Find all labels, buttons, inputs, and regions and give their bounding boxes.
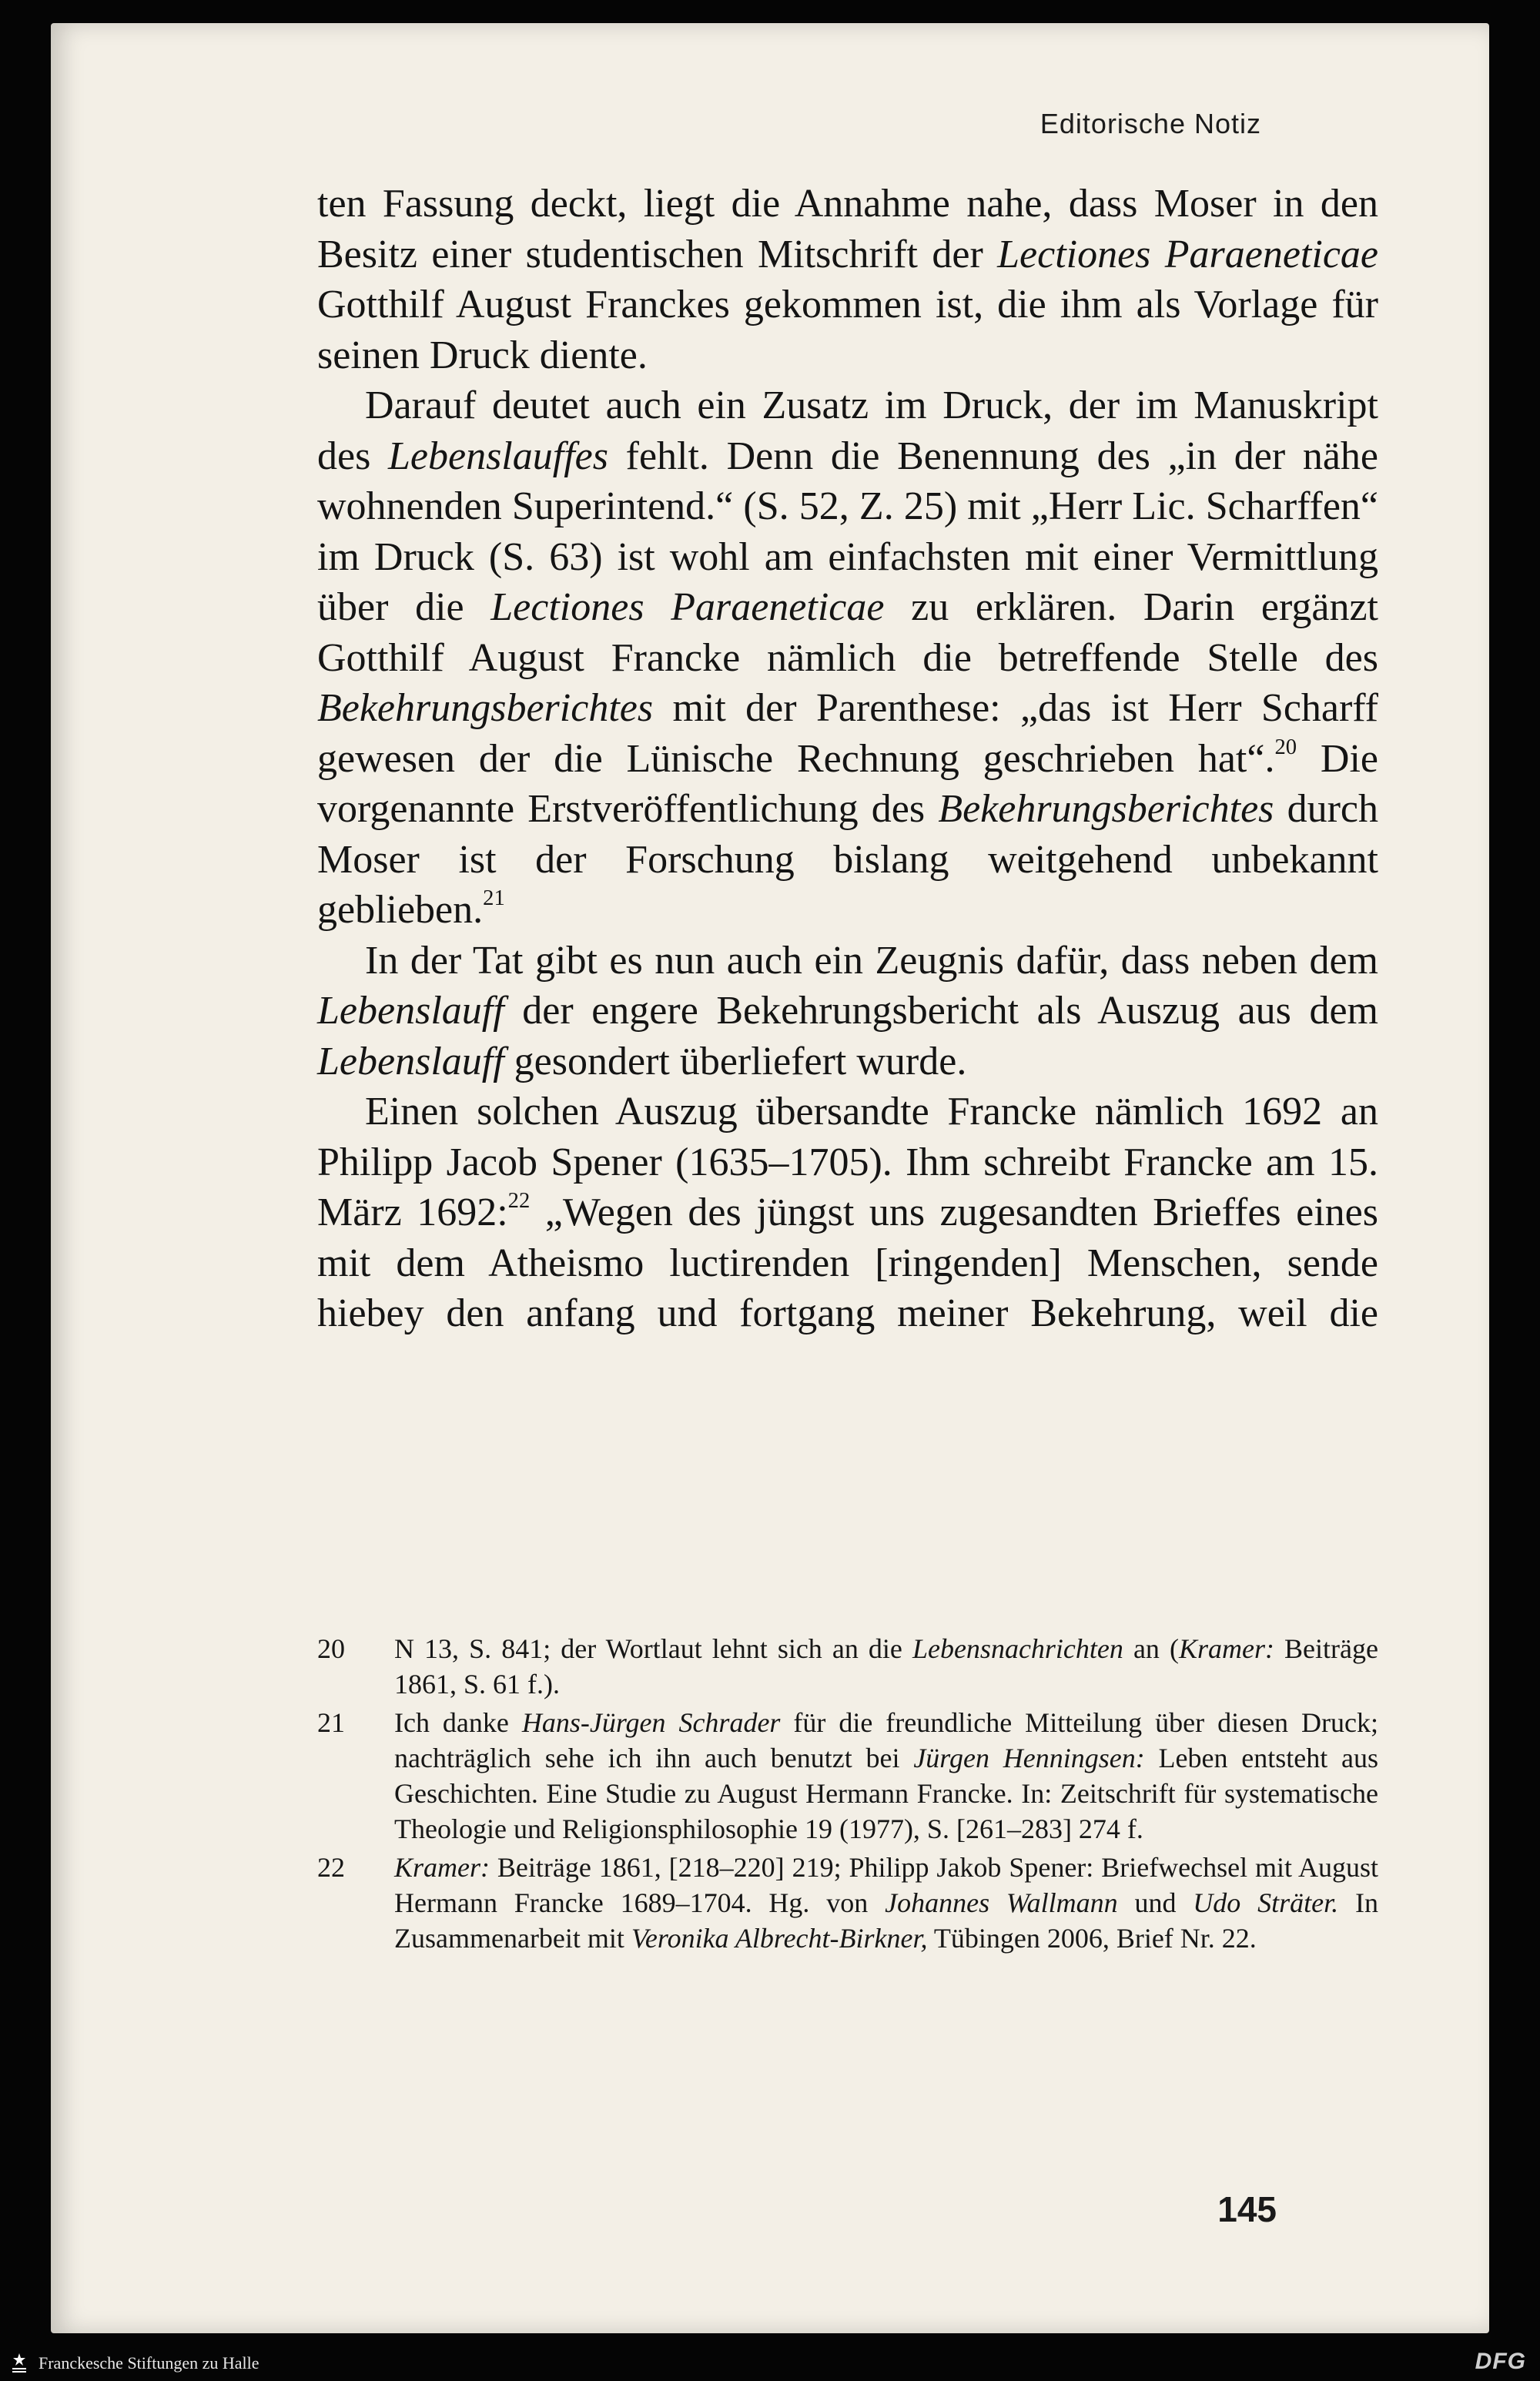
text-run: Beiträge 1861, [218–220] 219; Philipp Jakob Spener: Briefwechsel mit August Hermann Francke 1689–1704. Hg. von bbox=[394, 1852, 1378, 1918]
text-run: Einen solchen Auszug übersandte Francke nämlich 1692 an Philipp Jacob Spener (1635–1705). Ihm schreibt Francke am 15. März 1692: bbox=[317, 1090, 1378, 1234]
text-run: durch Moser ist der Forschung bislang weitgehend unbekannt geblieben. bbox=[317, 787, 1378, 932]
running-header: Editorische Notiz bbox=[1040, 108, 1261, 139]
text-run: ten Fassung deckt, liegt die Annahme nahe, dass Moser in den Besitz einer studentischen Mitschrift der bbox=[317, 182, 1378, 276]
footnote-21 bbox=[317, 1705, 1378, 1847]
book-page bbox=[51, 23, 1489, 2333]
footnote-number: 21 bbox=[317, 1707, 345, 1738]
text-run: für die freundliche Mitteilung über diesen Druck; nachträglich sehe ich ihn auch benutzt bei bbox=[394, 1707, 1378, 1773]
italic-text: Lebenslauffes bbox=[387, 434, 608, 478]
text-run: zu erklären. Darin ergänzt Gotthilf August Francke nämlich die betreffende Stelle des bbox=[317, 585, 1378, 680]
text-run: Leben entsteht aus Geschichten. Eine Studie zu August Hermann Francke. In: Zeitschrift für systematische Theologie und Religionsphilosophie 19 (1977), S. [261–283] 274 f. bbox=[394, 1743, 1378, 1844]
italic-text: Bekehrungsberichtes bbox=[317, 686, 654, 730]
footnote-text bbox=[394, 1631, 1378, 1702]
text-run: N 13, S. 841; der Wortlaut lehnt sich an die bbox=[394, 1633, 912, 1664]
text-run: Darauf deutet auch ein Zusatz im Druck, der im Manuskript des bbox=[317, 383, 1378, 478]
italic-text: Lectiones Paraeneticae bbox=[997, 232, 1378, 276]
institution-name: Franckesche Stiftungen zu Halle bbox=[38, 2353, 259, 2373]
italic-text: Kramer: bbox=[1178, 1633, 1274, 1664]
footnote-ref: 21 bbox=[483, 886, 505, 911]
paragraph-4 bbox=[317, 1087, 1378, 1339]
text-run: Ich danke bbox=[394, 1707, 522, 1738]
italic-text: Lebensnachrichten bbox=[912, 1633, 1123, 1664]
italic-text: Johannes Wallmann bbox=[885, 1887, 1118, 1918]
italic-text: Veronika Albrecht-Birkner, bbox=[631, 1923, 928, 1954]
crest-icon bbox=[9, 2352, 29, 2375]
body-text bbox=[317, 179, 1378, 1339]
italic-text: Lebenslauff bbox=[317, 1039, 504, 1083]
text-run: fehlt. Denn die Benennung des „in der nähe wohnenden Superintend.“ (S. 52, Z. 25) mit „Herr Lic. Scharffen“ im Druck (S. 63) ist wohl am einfachsten mit einer Vermittlung über die bbox=[317, 434, 1378, 629]
footnote-20 bbox=[317, 1631, 1378, 1702]
text-run: mit der Parenthese: „das ist Herr Scharff gewesen der die Lünische Rechnung geschrieben hat“. bbox=[317, 686, 1378, 781]
italic-text: Bekehrungsberichtes bbox=[938, 787, 1274, 831]
paragraph-1 bbox=[317, 179, 1378, 380]
italic-text: Lectiones Paraeneticae bbox=[490, 585, 885, 629]
italic-text: Udo Sträter. bbox=[1193, 1887, 1339, 1918]
footnote-number: 22 bbox=[317, 1852, 345, 1883]
footnote-22 bbox=[317, 1850, 1378, 1956]
italic-text: Lebenslauff bbox=[317, 989, 504, 1033]
text-run: an ( bbox=[1123, 1633, 1179, 1664]
italic-text: Hans-Jürgen Schrader bbox=[521, 1707, 781, 1738]
text-run: Tübingen 2006, Brief Nr. 22. bbox=[927, 1923, 1257, 1954]
footnote-text bbox=[394, 1705, 1378, 1847]
footnote-ref: 22 bbox=[507, 1189, 531, 1214]
footnote-text bbox=[394, 1850, 1378, 1956]
text-run: und bbox=[1117, 1887, 1194, 1918]
footnote-number: 20 bbox=[317, 1633, 345, 1664]
paragraph-3 bbox=[317, 936, 1378, 1087]
institution-credit bbox=[9, 2352, 259, 2375]
text-run: gesondert überliefert wurde. bbox=[504, 1039, 967, 1083]
italic-text: Jürgen Henningsen: bbox=[913, 1743, 1145, 1773]
text-run: der engere Bekehrungsbericht als Auszug aus dem bbox=[504, 989, 1378, 1033]
text-run: In der Tat gibt es nun auch ein Zeugnis dafür, dass neben dem bbox=[365, 938, 1378, 983]
page-number: 145 bbox=[1217, 2189, 1277, 2229]
dfg-logo: DFG bbox=[1475, 2349, 1526, 2374]
footer-bar bbox=[0, 2342, 1540, 2381]
text-run: In Zusammenarbeit mit bbox=[394, 1887, 1378, 1954]
footnote-ref: 20 bbox=[1274, 735, 1297, 759]
text-run: Beiträge 1861, S. 61 f.). bbox=[394, 1633, 1378, 1700]
text-run: „Wegen des jüngst uns zugesandten Brieffes eines mit dem Atheismo luctirenden [ringenden] Menschen, sende hiebey den anfang und fortgang meiner Bekehrung, weil die bbox=[317, 1190, 1378, 1335]
italic-text: Kramer: bbox=[394, 1852, 490, 1883]
text-run: Die vorgenannte Erstveröffentlichung des bbox=[317, 736, 1378, 831]
footnotes bbox=[317, 1631, 1378, 1959]
text-run: Gotthilf August Franckes gekommen ist, die ihm als Vorlage für seinen Druck diente. bbox=[317, 283, 1378, 377]
paragraph-2 bbox=[317, 380, 1378, 936]
